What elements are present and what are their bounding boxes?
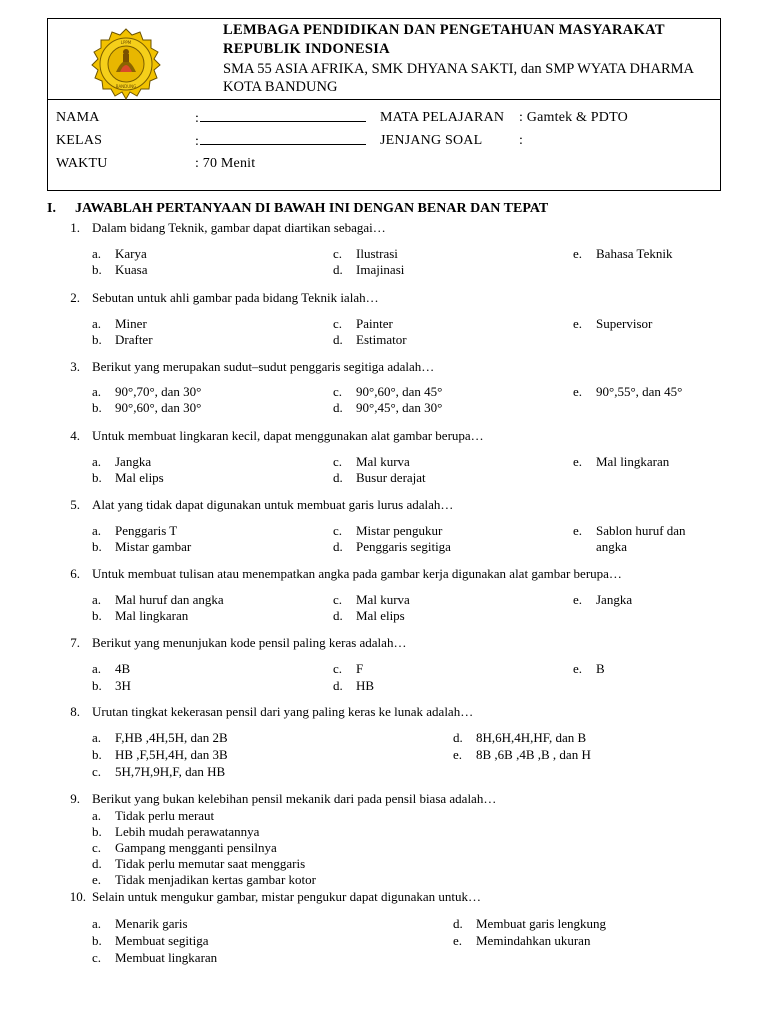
option-text: Jangka bbox=[596, 592, 633, 607]
svg-text:BANDUNG: BANDUNG bbox=[115, 84, 137, 89]
option-text: Membuat garis lengkung bbox=[476, 916, 606, 931]
option-letter: e. bbox=[573, 454, 583, 469]
option-letter: a. bbox=[92, 916, 102, 931]
option-letter: b. bbox=[92, 539, 102, 554]
option-letter: e. bbox=[453, 933, 463, 948]
kelas-blank bbox=[200, 133, 366, 145]
option-letter: d. bbox=[333, 608, 343, 623]
institution-logo bbox=[90, 28, 162, 100]
question-number: 10. bbox=[69, 889, 86, 904]
option-text: HB bbox=[356, 678, 375, 693]
option-letter: a. bbox=[92, 808, 102, 823]
option-text: Memindahkan ukuran bbox=[476, 933, 591, 948]
schools-line2: KOTA BANDUNG bbox=[223, 79, 338, 95]
section-number: I. bbox=[47, 201, 56, 216]
option-text: Sablon huruf dan bbox=[596, 523, 686, 538]
option-text: Miner bbox=[115, 316, 147, 331]
question-number: 1. bbox=[70, 220, 80, 235]
option-letter: d. bbox=[453, 730, 463, 745]
option-text: Lebih mudah perawatannya bbox=[115, 824, 260, 839]
svg-text:LPPM: LPPM bbox=[120, 40, 132, 45]
nama-label: NAMA bbox=[56, 110, 100, 125]
option-letter: d. bbox=[333, 539, 343, 554]
option-letter: a. bbox=[92, 316, 102, 331]
option-text: Mal huruf dan angka bbox=[115, 592, 224, 607]
institution-name-line2: REPUBLIK INDONESIA bbox=[223, 41, 390, 57]
kelas-label: KELAS bbox=[56, 133, 103, 148]
question-number: 7. bbox=[70, 635, 80, 650]
option-text: Mal kurva bbox=[356, 454, 410, 469]
option-text: 90°,45°, dan 30° bbox=[356, 400, 443, 415]
option-letter: b. bbox=[92, 824, 102, 839]
option-text: 5H,7H,9H,F, dan HB bbox=[115, 764, 226, 779]
option-letter: e. bbox=[573, 661, 583, 676]
option-letter: c. bbox=[92, 840, 102, 855]
jenjang-label: JENJANG SOAL bbox=[380, 133, 483, 148]
option-text: 90°,60°, dan 30° bbox=[115, 400, 202, 415]
option-letter: a. bbox=[92, 454, 102, 469]
option-letter: b. bbox=[92, 608, 102, 623]
question-number: 8. bbox=[70, 704, 80, 719]
kelas-field[interactable] bbox=[195, 133, 366, 150]
schools-line1: SMA 55 ASIA AFRIKA, SMK DHYANA SAKTI, dan SMP WYATA DHARMA bbox=[223, 61, 694, 77]
option-letter: b. bbox=[92, 933, 102, 948]
waktu-value: : 70 Menit bbox=[195, 156, 256, 171]
option-letter: a. bbox=[92, 246, 102, 261]
option-text: 90°,70°, dan 30° bbox=[115, 384, 202, 399]
option-text: F bbox=[356, 661, 364, 676]
mapel-label: MATA PELAJARAN bbox=[380, 110, 505, 125]
question-text: Selain untuk mengukur gambar, mistar pengukur dapat digunakan untuk… bbox=[92, 889, 482, 904]
option-text: Bahasa Teknik bbox=[596, 246, 673, 261]
institution-name-line1: LEMBAGA PENDIDIKAN DAN PENGETAHUAN MASYARAKAT bbox=[223, 22, 665, 38]
option-letter: c. bbox=[92, 950, 102, 965]
option-letter: a. bbox=[92, 661, 102, 676]
option-text: 8B ,6B ,4B ,B , dan H bbox=[476, 747, 591, 762]
option-letter: b. bbox=[92, 747, 102, 762]
option-text: Imajinasi bbox=[356, 262, 405, 277]
jenjang-value: : bbox=[519, 133, 524, 148]
option-letter: c. bbox=[92, 764, 102, 779]
section-title: JAWABLAH PERTANYAAN DI BAWAH INI DENGAN BENAR DAN TEPAT bbox=[75, 201, 549, 216]
option-letter: d. bbox=[453, 916, 463, 931]
waktu-label: WAKTU bbox=[56, 156, 108, 171]
option-text: Gampang mengganti pensilnya bbox=[115, 840, 277, 855]
question-text: Berikut yang menunjukan kode pensil paling keras adalah… bbox=[92, 635, 407, 650]
option-text: Painter bbox=[356, 316, 393, 331]
option-text: 3H bbox=[115, 678, 131, 693]
nama-colon: : bbox=[195, 111, 200, 126]
option-text: Tidak menjadikan kertas gambar kotor bbox=[115, 872, 316, 887]
option-letter: b. bbox=[92, 332, 102, 347]
option-text: Tidak perlu memutar saat menggaris bbox=[115, 856, 306, 871]
question-number: 5. bbox=[70, 497, 80, 512]
option-letter: d. bbox=[92, 856, 102, 871]
option-letter: b. bbox=[92, 678, 102, 693]
question-text: Sebutan untuk ahli gambar pada bidang Teknik ialah… bbox=[92, 290, 379, 305]
option-letter: c. bbox=[333, 246, 343, 261]
option-text-continuation: angka bbox=[596, 539, 628, 554]
option-text: Mistar gambar bbox=[115, 539, 192, 554]
question-text: Untuk membuat lingkaran kecil, dapat menggunakan alat gambar berupa… bbox=[92, 428, 484, 443]
option-text: Membuat segitiga bbox=[115, 933, 209, 948]
option-text: HB ,F,5H,4H, dan 3B bbox=[115, 747, 228, 762]
option-letter: c. bbox=[333, 661, 343, 676]
option-text: 4B bbox=[115, 661, 131, 676]
option-text: F,HB ,4H,5H, dan 2B bbox=[115, 730, 228, 745]
option-letter: e. bbox=[573, 592, 583, 607]
question-number: 6. bbox=[70, 566, 80, 581]
option-letter: e. bbox=[92, 872, 102, 887]
option-text: Penggaris T bbox=[115, 523, 178, 538]
option-letter: c. bbox=[333, 523, 343, 538]
option-text: Drafter bbox=[115, 332, 153, 347]
option-letter: b. bbox=[92, 400, 102, 415]
option-text: Jangka bbox=[115, 454, 152, 469]
option-text: Mal lingkaran bbox=[596, 454, 670, 469]
option-text: Mal elips bbox=[115, 470, 164, 485]
option-letter: a. bbox=[92, 592, 102, 607]
question-number: 3. bbox=[70, 359, 80, 374]
option-text: 8H,6H,4H,HF, dan B bbox=[476, 730, 587, 745]
question-text: Berikut yang bukan kelebihan pensil mekanik dari pada pensil biasa adalah… bbox=[92, 791, 497, 806]
option-text: Tidak perlu meraut bbox=[115, 808, 215, 823]
option-letter: d. bbox=[333, 262, 343, 277]
nama-blank bbox=[200, 110, 366, 122]
question-text: Untuk membuat tulisan atau menempatkan angka pada gambar kerja digunakan alat gambar berupa… bbox=[92, 566, 622, 581]
option-text: Mal lingkaran bbox=[115, 608, 189, 623]
question-number: 4. bbox=[70, 428, 80, 443]
option-letter: e. bbox=[573, 523, 583, 538]
option-text: Mal kurva bbox=[356, 592, 410, 607]
option-text: Membuat lingkaran bbox=[115, 950, 218, 965]
nama-field[interactable] bbox=[195, 110, 366, 127]
option-text: Mal elips bbox=[356, 608, 405, 623]
institution-logo-icon bbox=[90, 28, 162, 100]
option-letter: c. bbox=[333, 316, 343, 331]
option-letter: c. bbox=[333, 384, 343, 399]
option-text: Mistar pengukur bbox=[356, 523, 443, 538]
option-letter: a. bbox=[92, 384, 102, 399]
question-text: Alat yang tidak dapat digunakan untuk membuat garis lurus adalah… bbox=[92, 497, 454, 512]
option-text: 90°,60°, dan 45° bbox=[356, 384, 443, 399]
option-letter: e. bbox=[573, 316, 583, 331]
option-letter: c. bbox=[333, 592, 343, 607]
option-text: Penggaris segitiga bbox=[356, 539, 451, 554]
option-letter: b. bbox=[92, 470, 102, 485]
option-letter: d. bbox=[333, 678, 343, 693]
question-number: 9. bbox=[70, 791, 80, 806]
option-text: Menarik garis bbox=[115, 916, 188, 931]
option-letter: a. bbox=[92, 523, 102, 538]
option-text: Ilustrasi bbox=[356, 246, 398, 261]
mapel-value: : Gamtek & PDTO bbox=[519, 110, 628, 125]
option-letter: b. bbox=[92, 262, 102, 277]
question-number: 2. bbox=[70, 290, 80, 305]
option-letter: d. bbox=[333, 470, 343, 485]
option-text: 90°,55°, dan 45° bbox=[596, 384, 683, 399]
option-text: Karya bbox=[115, 246, 147, 261]
option-letter: d. bbox=[333, 400, 343, 415]
option-letter: d. bbox=[333, 332, 343, 347]
option-text: Kuasa bbox=[115, 262, 148, 277]
kelas-colon: : bbox=[195, 134, 200, 149]
option-letter: c. bbox=[333, 454, 343, 469]
option-letter: e. bbox=[573, 384, 583, 399]
question-text: Urutan tingkat kekerasan pensil dari yang paling keras ke lunak adalah… bbox=[92, 704, 474, 719]
option-letter: e. bbox=[453, 747, 463, 762]
option-text: Supervisor bbox=[596, 316, 653, 331]
option-text: B bbox=[596, 661, 605, 676]
question-text: Dalam bidang Teknik, gambar dapat diartikan sebagai… bbox=[92, 220, 386, 235]
option-text: Busur derajat bbox=[356, 470, 426, 485]
question-text: Berikut yang merupakan sudut–sudut penggaris segitiga adalah… bbox=[92, 359, 435, 374]
option-letter: a. bbox=[92, 730, 102, 745]
option-text: Estimator bbox=[356, 332, 407, 347]
option-letter: e. bbox=[573, 246, 583, 261]
